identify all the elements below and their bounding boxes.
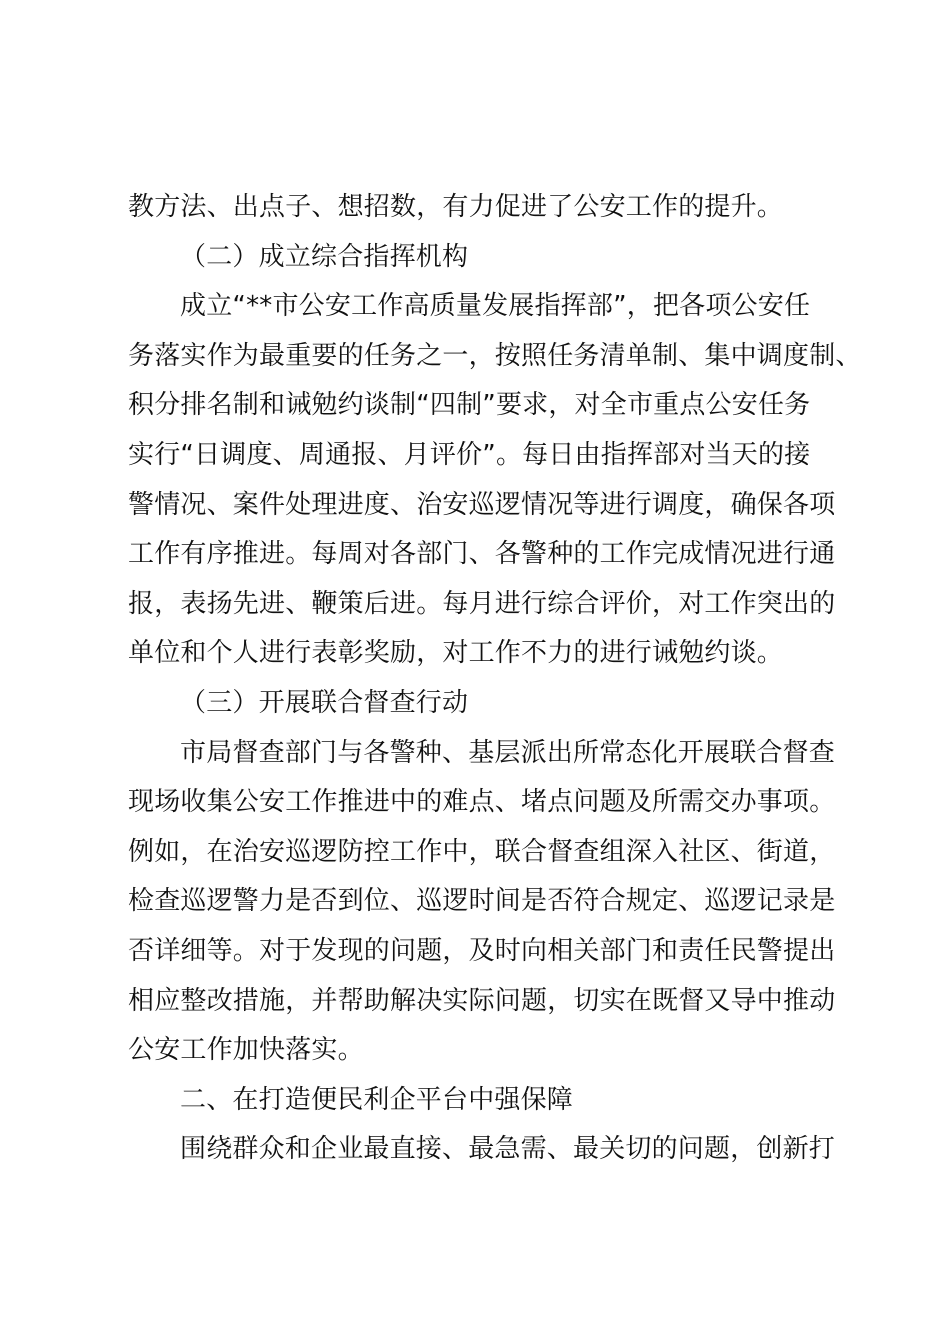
paragraph-line: 否详细等。对于发现的问题，及时向相关部门和责任民警提出 (128, 935, 836, 966)
paragraph-line: 积分排名制和诫勉约谈制“四制”要求，对全市重点公安任务 (128, 390, 811, 421)
paragraph-line: 实行“日调度、周通报、月评价”。每日由指挥部对当天的接 (128, 439, 811, 470)
paragraph-line: 报，表扬先进、鞭策后进。每月进行综合评价，对工作突出的 (128, 588, 836, 619)
paragraph-line: 教方法、出点子、想招数，有力促进了公安工作的提升。 (128, 192, 784, 222)
paragraph-line: 公安工作加快落实。 (128, 1035, 364, 1066)
paragraph-line: 警情况、案件处理进度、治安巡逻情况等进行调度，确保各项 (128, 489, 836, 520)
section-heading: （三）开展联合督查行动 (180, 687, 469, 718)
paragraph-line: 成立“**市公安工作高质量发展指挥部”，把各项公安任 (180, 291, 811, 322)
paragraph-line: 围绕群众和企业最直接、最急需、最关切的问题，创新打 (180, 1134, 836, 1165)
paragraph-line: 相应整改措施，并帮助解决实际问题，切实在既督又导中推动 (128, 985, 836, 1016)
paragraph-line: 例如，在治安巡逻防控工作中，联合督查组深入社区、街道， (128, 836, 836, 867)
paragraph-line: 单位和个人进行表彰奖励，对工作不力的进行诫勉约谈。 (128, 638, 784, 669)
document-body (128, 183, 862, 1175)
section-heading: （二）成立综合指挥机构 (180, 241, 469, 272)
paragraph-line: 市局督查部门与各警种、基层派出所常态化开展联合督查 (180, 737, 836, 768)
paragraph-line: 务落实作为最重要的任务之一，按照任务清单制、集中调度制、 (128, 340, 862, 371)
paragraph-line: 工作有序推进。每周对各部门、各警种的工作完成情况进行通 (128, 539, 836, 570)
paragraph-line: 现场收集公安工作推进中的难点、堵点问题及所需交办事项。 (128, 787, 836, 818)
paragraph-line: 检查巡逻警力是否到位、巡逻时间是否符合规定、巡逻记录是 (128, 886, 836, 917)
section-heading: 二、在打造便民利企平台中强保障 (180, 1084, 574, 1115)
